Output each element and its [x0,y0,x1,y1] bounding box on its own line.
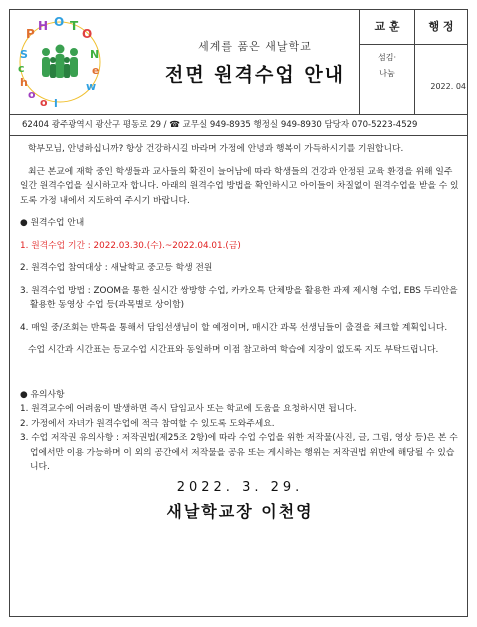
page-title: 전면 원격수업 안내 [164,64,346,86]
signature-date: 2022. 3. 29. [176,479,304,495]
svg-text:S: S [20,48,28,61]
notice-page [9,9,468,617]
svg-text:H: H [38,19,49,33]
notice-body [20,142,460,520]
note-participation: 2. 가정에서 자녀가 원격수업에 적극 참여할 수 있도록 도와주세요. [20,418,275,429]
section-remote-class-title: ● 원격수업 안내 [20,218,85,228]
svg-text:c: c [18,62,25,75]
motto-value: 행 정 [428,20,454,33]
svg-text:o: o [40,96,48,108]
item-method: 3. 원격수업 방법 : ZOOM을 통한 실시간 쌍방향 수업, 카카오톡 단체방을 활용한 과제 제시형 수업, EBS 두리안을 활용한 동영상 수업 등(과목별로 상이함) [20,285,458,310]
schedule-note: 수업 시간과 시간표는 등교수업 시간표와 동일하며 이점 참고하여 학습에 지장이 없도록 지도 부탁드립니다. [28,345,439,355]
issue-date: 2022. 04 [430,82,466,91]
school-logo [16,16,104,108]
svg-text:w: w [86,80,97,93]
svg-text:e: e [92,64,100,77]
item-attendance: 4. 매일 중/조회는 반톡을 통해서 담임선생님이 할 예정이며, 매시간 과목 선생님들이 출결을 체크할 계획입니다. [20,322,448,333]
svg-text:O: O [82,27,93,41]
school-values: 섬김· 나눔 [378,53,396,78]
item-target: 2. 원격수업 참여대상 : 새날학교 중고등 학생 전원 [20,263,213,273]
contact-address: 62404 광주광역시 광산구 평동로 29 / ☎ 교무실 949-8935 행정실 949-8930 담당자 070-5223-4529 [10,114,467,136]
intro-paragraph: 최근 본교에 재학 중인 학생들과 교사들의 확진이 늘어남에 따라 학생들의 건강과 안정된 교육 환경을 위해 일주일간 원격수업을 실시하고자 합니다. 아래의 원격수업 방법을 확인하시고 아이들이 차질없이 원격수업을 받을 수 있도록 가정 내에서 지도하여 주시기 바랍니다. [20,166,459,206]
greeting-paragraph: 학부모님, 안녕하십니까? 항상 건강하시길 바라며 가정에 안녕과 행복이 가득하시기를 기원합니다. [28,144,404,154]
svg-text:N: N [90,48,100,61]
svg-text:l: l [54,97,58,108]
note-help: 1. 원격교수에 어려움이 발생하면 즉시 담임교사 또는 학교에 도움을 요청하시면 됩니다. [20,404,357,414]
svg-text:T: T [70,19,79,33]
svg-text:h: h [20,76,28,89]
principal-signature: 새날학교장 이천영 [166,502,314,521]
school-subtitle: 세계를 품은 새날학교 [198,40,312,53]
item-period: 1. 원격수업 기간 : 2022.03.30.(수).~2022.04.01.(금) [20,240,241,251]
svg-text:P: P [26,27,35,41]
motto-box [359,10,468,114]
header [10,10,467,115]
note-copyright: 3. 수업 저작권 유의사항 : 저작권법(제25조 2항)에 따라 수업 수업을 위한 저작물(사진, 글, 그림, 영상 등)은 본 수업에서만 이용 가능하며 이 외의 공간에서 저작물을 공유 또는 게시하는 행위는 저작권법 위반에 해당될 수 있습니다. [20,433,458,472]
svg-text:o: o [28,88,36,101]
motto-label: 교 훈 [360,10,415,44]
section-notes-title: ● 유의사항 [20,389,65,400]
svg-text:O: O [54,16,65,29]
